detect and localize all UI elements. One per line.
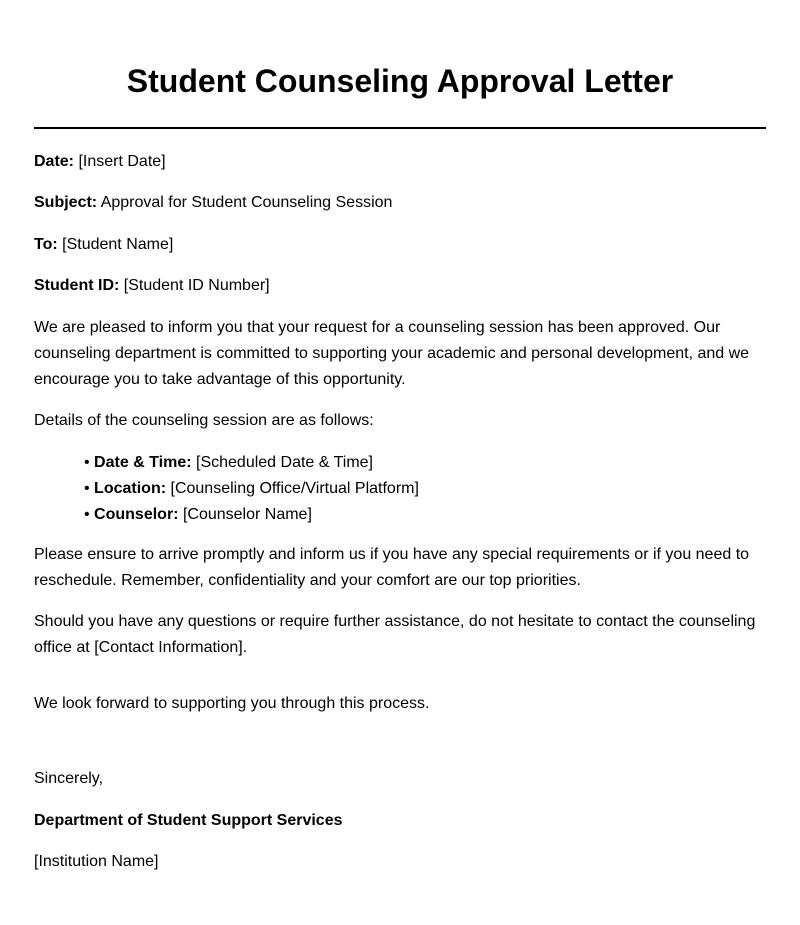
student-id-label: Student ID:: [34, 277, 120, 294]
arrival-paragraph: Please ensure to arrive promptly and inform us if you have any special requirements or if you need to reschedule. Remember, confidentiality and your comfort are our top priorities.: [34, 546, 750, 589]
detail-label: Date & Time:: [94, 454, 192, 471]
subject-value: Approval for Student Counseling Session: [100, 194, 393, 211]
detail-label: Location:: [94, 480, 167, 497]
institution-name: [Institution Name]: [34, 853, 159, 870]
student-id-line: [34, 273, 774, 299]
department-name: Department of Student Support Services: [34, 812, 343, 829]
sign-off: Sincerely,: [34, 770, 104, 787]
detail-label: Counselor:: [94, 506, 179, 523]
date-value: [Insert Date]: [78, 153, 166, 170]
detail-value: [Counseling Office/Virtual Platform]: [170, 480, 419, 497]
to-label: To:: [34, 236, 58, 253]
list-item: • Counselor: [Counselor Name]: [84, 506, 312, 523]
contact-paragraph: Should you have any questions or require further assistance, do not hesitate to contact the counseling office at [Contact Information].: [34, 613, 756, 656]
detail-value: [Scheduled Date & Time]: [196, 454, 373, 471]
date-line: [34, 149, 774, 175]
student-id-value: [Student ID Number]: [123, 277, 270, 294]
list-item: • Location: [Counseling Office/Virtual Platform]: [84, 480, 419, 497]
session-details-list: [84, 450, 419, 528]
subject-label: Subject:: [34, 194, 98, 211]
date-label: Date:: [34, 153, 75, 170]
to-value: [Student Name]: [62, 236, 174, 253]
list-item: • Date & Time: [Scheduled Date & Time]: [84, 454, 373, 471]
detail-value: [Counselor Name]: [182, 506, 312, 523]
to-line: [34, 232, 774, 258]
intro-paragraph: We are pleased to inform you that your request for a counseling session has been approved. Our counseling department is committed to supporting your academic and personal development, and we encourage you to take advantage of this opportunity.: [34, 319, 750, 388]
subject-line: [34, 190, 774, 216]
title-divider: [34, 127, 766, 129]
page-title: Student Counseling Approval Letter: [126, 63, 674, 99]
details-intro: Details of the counseling session are as follows:: [34, 412, 374, 429]
closing-line: We look forward to supporting you through this process.: [34, 695, 430, 712]
